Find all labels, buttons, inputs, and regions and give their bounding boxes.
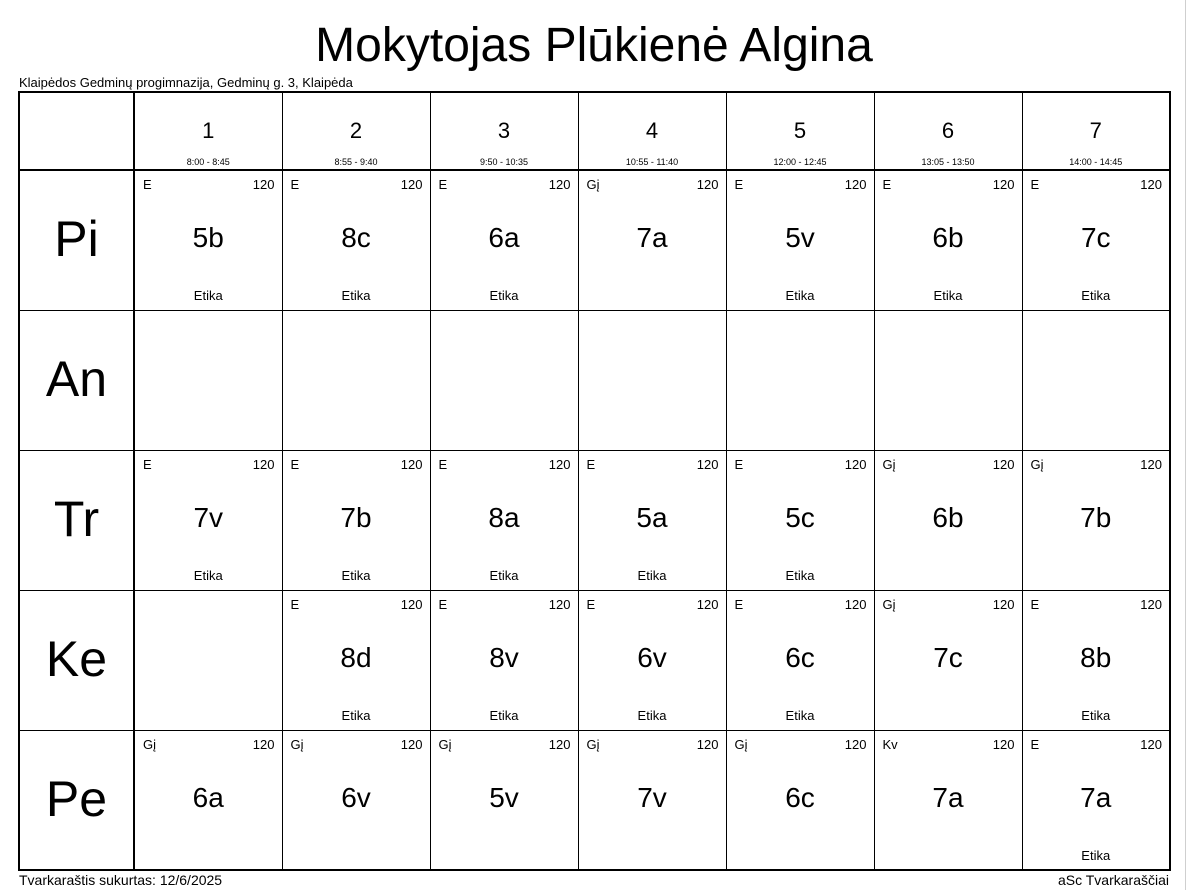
lesson-cell — [134, 730, 282, 870]
empty-lesson-cell — [282, 310, 430, 450]
lesson-type: E — [290, 596, 300, 612]
period-number: 7 — [1089, 118, 1102, 143]
lesson-type: Gį — [734, 736, 748, 752]
lesson-cell — [134, 450, 282, 590]
lesson-type: Gį — [586, 736, 600, 752]
day-header — [19, 310, 134, 450]
lesson-subject: Etika — [1081, 288, 1111, 303]
empty-lesson-cell — [134, 590, 282, 730]
lesson-class: 8v — [489, 641, 519, 673]
lesson-subject: Etika — [193, 567, 223, 583]
lesson-class: 7b — [1080, 501, 1112, 533]
lesson-class: 7a — [1080, 781, 1112, 813]
day-header — [19, 170, 134, 310]
day-label: Ke — [45, 630, 108, 687]
lesson-class: 6c — [785, 781, 815, 813]
lesson-subject: Etika — [341, 567, 371, 583]
lesson-type: Gį — [882, 456, 896, 472]
lesson-type: E — [290, 177, 300, 192]
lesson-subject: Etika — [341, 707, 371, 723]
lesson-type: Gį — [143, 736, 156, 752]
lesson-type: E — [438, 177, 448, 192]
period-time: 12:00 - 12:45 — [773, 157, 827, 167]
lesson-class: 6a — [488, 222, 520, 253]
period-header-row — [19, 92, 1170, 170]
lesson-room: 120 — [696, 456, 719, 472]
lesson-cell — [726, 170, 874, 310]
lesson-class: 8d — [340, 641, 372, 673]
period-time: 14:00 - 14:45 — [1069, 157, 1123, 167]
page-title: Mokytojas Plūkienė Algina — [315, 19, 873, 72]
lesson-type: E — [290, 456, 300, 472]
lesson-subject: Etika — [785, 707, 815, 723]
period-time: 13:05 - 13:50 — [921, 157, 975, 167]
lesson-room: 120 — [548, 736, 571, 752]
lesson-class: 5c — [785, 501, 815, 533]
period-header — [578, 92, 726, 170]
lesson-room: 120 — [844, 596, 867, 612]
lesson-cell — [430, 730, 578, 870]
lesson-class: 7a — [636, 222, 668, 253]
lesson-cell — [282, 170, 430, 310]
lesson-type: E — [882, 177, 892, 192]
lesson-type: E — [1030, 736, 1040, 752]
period-header — [282, 92, 430, 170]
lesson-room: 120 — [252, 456, 275, 472]
lesson-subject: Etika — [785, 567, 815, 583]
lesson-class: 6v — [341, 781, 371, 813]
empty-lesson-cell — [874, 310, 1022, 450]
lesson-cell — [1022, 590, 1170, 730]
lesson-cell — [282, 730, 430, 870]
lesson-type: Gį — [586, 177, 600, 192]
corner-cell — [19, 92, 134, 170]
lesson-class: 6b — [932, 222, 964, 253]
lesson-type: E — [143, 456, 152, 472]
empty-lesson-cell — [1022, 310, 1170, 450]
lesson-room: 120 — [400, 596, 423, 612]
lesson-subject: Etika — [341, 288, 371, 303]
lesson-cell — [874, 170, 1022, 310]
period-time: 8:00 - 8:45 — [186, 157, 230, 167]
lesson-type: E — [438, 456, 448, 472]
lesson-type: E — [734, 596, 744, 612]
lesson-class: 6v — [637, 641, 667, 673]
lesson-cell — [1022, 730, 1170, 870]
lesson-class: 6c — [785, 641, 815, 673]
school-address: Klaipėdos Gedminų progimnazija, Gedminų g. 3, Klaipėda — [19, 75, 353, 90]
day-header — [19, 590, 134, 730]
period-time: 8:55 - 9:40 — [334, 157, 378, 167]
period-header — [134, 92, 282, 170]
lesson-room: 120 — [992, 177, 1015, 192]
lesson-subject: Etika — [1081, 707, 1111, 723]
lesson-type: Gį — [882, 596, 896, 612]
lesson-class: 8c — [341, 222, 371, 253]
day-label: An — [45, 350, 108, 407]
day-label: Pe — [45, 770, 108, 827]
lesson-class: 7b — [340, 501, 372, 533]
period-number: 1 — [202, 118, 215, 143]
lesson-room: 120 — [252, 736, 275, 752]
lesson-cell — [726, 450, 874, 590]
lesson-room: 120 — [548, 596, 571, 612]
lesson-room: 120 — [696, 736, 719, 752]
period-header — [874, 92, 1022, 170]
lesson-room: 120 — [992, 456, 1015, 472]
period-number: 4 — [645, 118, 659, 143]
page-edge-rule — [1185, 0, 1186, 890]
lesson-room: 120 — [992, 596, 1015, 612]
lesson-type: E — [734, 177, 744, 192]
day-label: Tr — [53, 490, 100, 547]
lesson-class: 8a — [488, 501, 520, 533]
lesson-cell — [726, 730, 874, 870]
lesson-room: 120 — [252, 177, 275, 192]
empty-lesson-cell — [726, 310, 874, 450]
lesson-type: E — [586, 456, 596, 472]
lesson-type: Gį — [1030, 456, 1044, 472]
lesson-type: Gį — [438, 736, 452, 752]
timetable-grid — [18, 91, 1171, 871]
lesson-cell — [578, 170, 726, 310]
lesson-class: 6b — [932, 501, 964, 533]
lesson-room: 120 — [844, 456, 867, 472]
lesson-subject: Etika — [489, 288, 519, 303]
lesson-type: E — [143, 177, 152, 192]
lesson-cell — [430, 590, 578, 730]
period-time: 10:55 - 11:40 — [625, 157, 679, 167]
period-header — [726, 92, 874, 170]
lesson-cell — [726, 590, 874, 730]
lesson-class: 8b — [1080, 641, 1112, 673]
day-row — [19, 590, 1170, 730]
empty-lesson-cell — [578, 310, 726, 450]
lesson-type: Gį — [290, 736, 304, 752]
lesson-subject: Etika — [489, 567, 519, 583]
day-row — [19, 310, 1170, 450]
lesson-room: 120 — [548, 177, 571, 192]
created-date: Tvarkaraštis sukurtas: 12/6/2025 — [19, 872, 223, 888]
lesson-room: 120 — [992, 736, 1015, 752]
lesson-room: 120 — [1140, 177, 1162, 192]
lesson-class: 7v — [193, 501, 224, 533]
lesson-room: 120 — [844, 736, 867, 752]
lesson-room: 120 — [1140, 456, 1162, 472]
lesson-room: 120 — [400, 736, 423, 752]
lesson-cell — [874, 450, 1022, 590]
lesson-type: E — [438, 596, 448, 612]
lesson-type: E — [734, 456, 744, 472]
day-header — [19, 450, 134, 590]
lesson-cell — [282, 590, 430, 730]
lesson-class: 5b — [192, 222, 224, 253]
lesson-class: 7v — [637, 781, 667, 813]
lesson-cell — [874, 730, 1022, 870]
period-number: 5 — [793, 118, 807, 143]
lesson-subject: Etika — [1081, 847, 1111, 863]
lesson-class: 5v — [785, 222, 815, 253]
empty-lesson-cell — [134, 310, 282, 450]
lesson-class: 7c — [933, 641, 963, 673]
day-header — [19, 730, 134, 870]
lesson-cell — [578, 450, 726, 590]
lesson-room: 120 — [548, 456, 571, 472]
lesson-type: E — [1030, 177, 1040, 192]
period-header — [1022, 92, 1170, 170]
lesson-subject: Etika — [637, 707, 667, 723]
lesson-room: 120 — [1140, 736, 1162, 752]
lesson-cell — [578, 590, 726, 730]
lesson-type: E — [1030, 596, 1040, 612]
lesson-cell — [430, 450, 578, 590]
day-row — [19, 450, 1170, 590]
lesson-room: 120 — [844, 177, 867, 192]
lesson-class: 5v — [489, 781, 519, 813]
period-number: 6 — [941, 118, 955, 143]
lesson-subject: Etika — [193, 288, 223, 303]
lesson-subject: Etika — [933, 288, 963, 303]
lesson-cell — [134, 170, 282, 310]
day-row — [19, 170, 1170, 310]
lesson-class: 5a — [636, 501, 668, 533]
lesson-room: 120 — [696, 596, 719, 612]
period-number: 2 — [349, 118, 363, 143]
day-row — [19, 730, 1170, 870]
lesson-subject: Etika — [785, 288, 815, 303]
period-time: 9:50 - 10:35 — [479, 157, 529, 167]
day-label: Pi — [54, 211, 99, 267]
period-number: 3 — [497, 118, 511, 143]
lesson-subject: Etika — [489, 707, 519, 723]
lesson-cell — [578, 730, 726, 870]
lesson-type: Kv — [882, 736, 898, 752]
lesson-type: E — [586, 596, 596, 612]
lesson-room: 120 — [1140, 596, 1162, 612]
period-header — [430, 92, 578, 170]
lesson-class: 6a — [192, 781, 224, 813]
lesson-room: 120 — [400, 177, 423, 192]
lesson-room: 120 — [400, 456, 423, 472]
lesson-cell — [1022, 450, 1170, 590]
lesson-subject: Etika — [637, 567, 667, 583]
lesson-class: 7c — [1080, 222, 1111, 253]
empty-lesson-cell — [430, 310, 578, 450]
lesson-cell — [1022, 170, 1170, 310]
software-brand: aSc Tvarkaraščiai — [1057, 872, 1169, 888]
lesson-cell — [874, 590, 1022, 730]
lesson-cell — [430, 170, 578, 310]
lesson-cell — [282, 450, 430, 590]
lesson-class: 7a — [932, 781, 964, 813]
lesson-room: 120 — [696, 177, 719, 192]
